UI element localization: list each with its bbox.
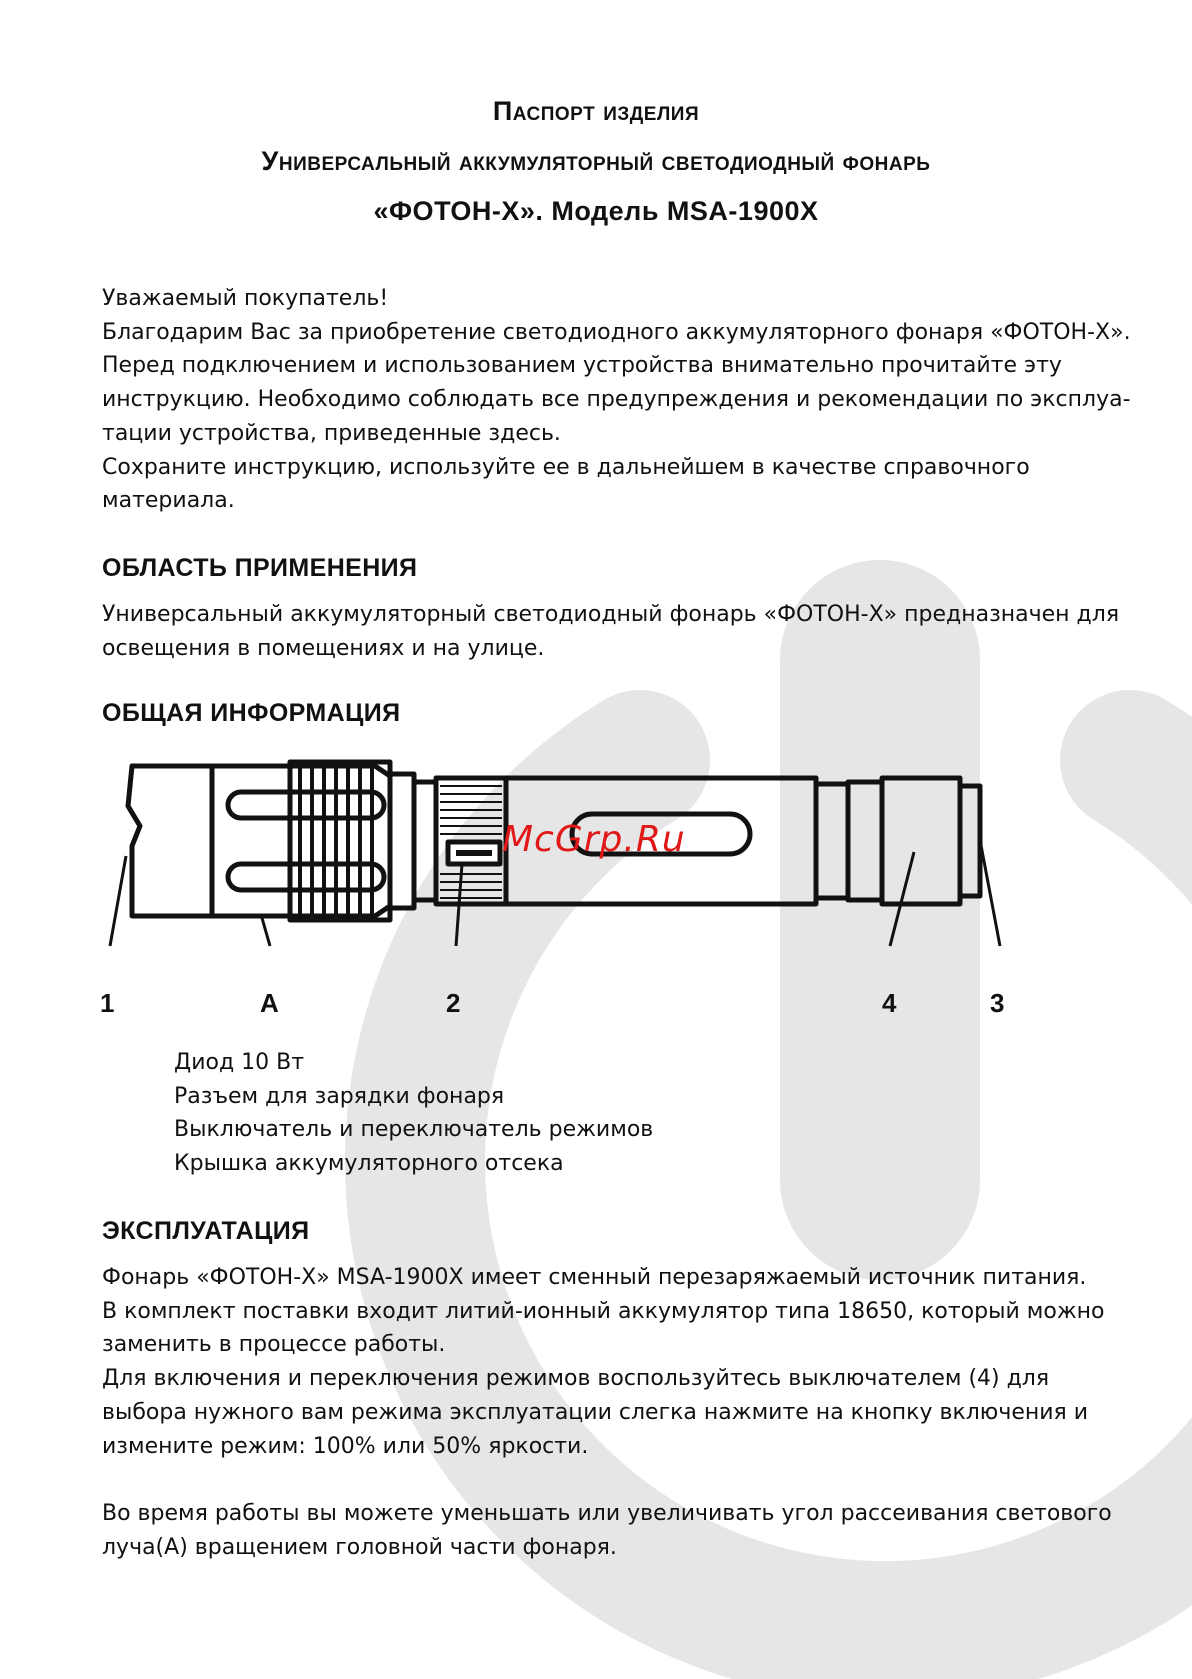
intro-line: Перед подключением и использованием устройства внимательно прочитайте эту	[102, 353, 1062, 379]
leader-3	[980, 840, 1000, 946]
operation-heading: ЭКСПЛУАТАЦИЯ	[102, 1217, 310, 1245]
switch-ring	[816, 784, 848, 898]
operation-line: В комплект поставки входит литий-ионный аккумулятор типа 18650, который можно	[102, 1298, 1105, 1324]
legend-item: Разъем для зарядки фонаря	[174, 1083, 505, 1109]
parts-legend	[174, 1046, 653, 1180]
operation-line: Для включения и переключения режимов воспользуйтесь выключателем (4) для	[102, 1366, 1050, 1392]
neck	[390, 774, 414, 908]
application-line: освещения в помещениях и на улице.	[102, 635, 545, 661]
application-line: Универсальный аккумуляторный светодиодный фонарь «ФОТОН-Х» предназначен для	[102, 602, 1120, 627]
intro-line: Уважаемый покупатель!	[102, 286, 389, 311]
intro-line: материала.	[102, 488, 235, 514]
legend-item: Диод 10 Вт	[174, 1050, 305, 1075]
callout-4: 4	[882, 988, 897, 1018]
operation-line: луча(А) вращением головной части фонаря.	[102, 1534, 617, 1560]
flashlight-diagram	[100, 756, 1090, 1026]
intro-paragraph	[102, 282, 1131, 518]
intro-line: Благодарим Вас за приобретение светодиодного аккумуляторного фонаря «ФОТОН-Х».	[102, 319, 1131, 345]
doc-title: Паспорт изделия	[492, 96, 700, 126]
tail-cap	[882, 778, 960, 904]
legend-item: Выключатель и переключатель режимов	[174, 1117, 654, 1143]
callout-3: 3	[990, 988, 1005, 1018]
operation-line: Фонарь «ФОТОН-Х» MSA-1900X имеет сменный перезаряжаемый источник питания.	[102, 1265, 1087, 1290]
legend-item: Крышка аккумуляторного отсека	[174, 1150, 564, 1176]
zoom-ring	[290, 762, 390, 920]
callout-a: A	[260, 988, 279, 1018]
operation-paragraph	[102, 1261, 1105, 1463]
application-paragraph	[102, 598, 1120, 665]
intro-line: Сохраните инструкцию, используйте ее в дальнейшем в качестве справочного	[102, 454, 1030, 480]
leader-4	[890, 852, 914, 946]
operation-line: измените режим: 100% или 50% яркости.	[102, 1433, 589, 1459]
operation-line: заменить в процессе работы.	[102, 1332, 446, 1358]
leader-a	[262, 918, 270, 946]
product-title: Универсальный аккумуляторный светодиодный фонарь	[261, 146, 931, 176]
callout-2: 2	[446, 988, 461, 1018]
intro-line: инструкцию. Необходимо соблюдать все предупреждения и рекомендации по эксплуа-	[102, 387, 1131, 413]
intro-line: тации устройства, приведенные здесь.	[102, 420, 561, 446]
operation-line: Во время работы вы можете уменьшать или увеличивать угол рассеивания светового	[102, 1501, 1112, 1526]
operation-line: выбора нужного вам режима эксплуатации слегка нажмите на кнопку включения и	[102, 1399, 1089, 1425]
watermark: McGrp.Ru	[502, 819, 686, 860]
model-title: «ФОТОН-Х». Модель MSA-1900X	[373, 196, 819, 226]
callout-1: 1	[100, 988, 115, 1018]
flashlight-head	[128, 766, 390, 916]
operation-paragraph-2	[102, 1497, 1112, 1564]
leader-1	[110, 856, 126, 946]
application-heading: ОБЛАСТЬ ПРИМЕНЕНИЯ	[102, 554, 418, 582]
general-info-heading: ОБЩАЯ ИНФОРМАЦИЯ	[102, 699, 401, 727]
